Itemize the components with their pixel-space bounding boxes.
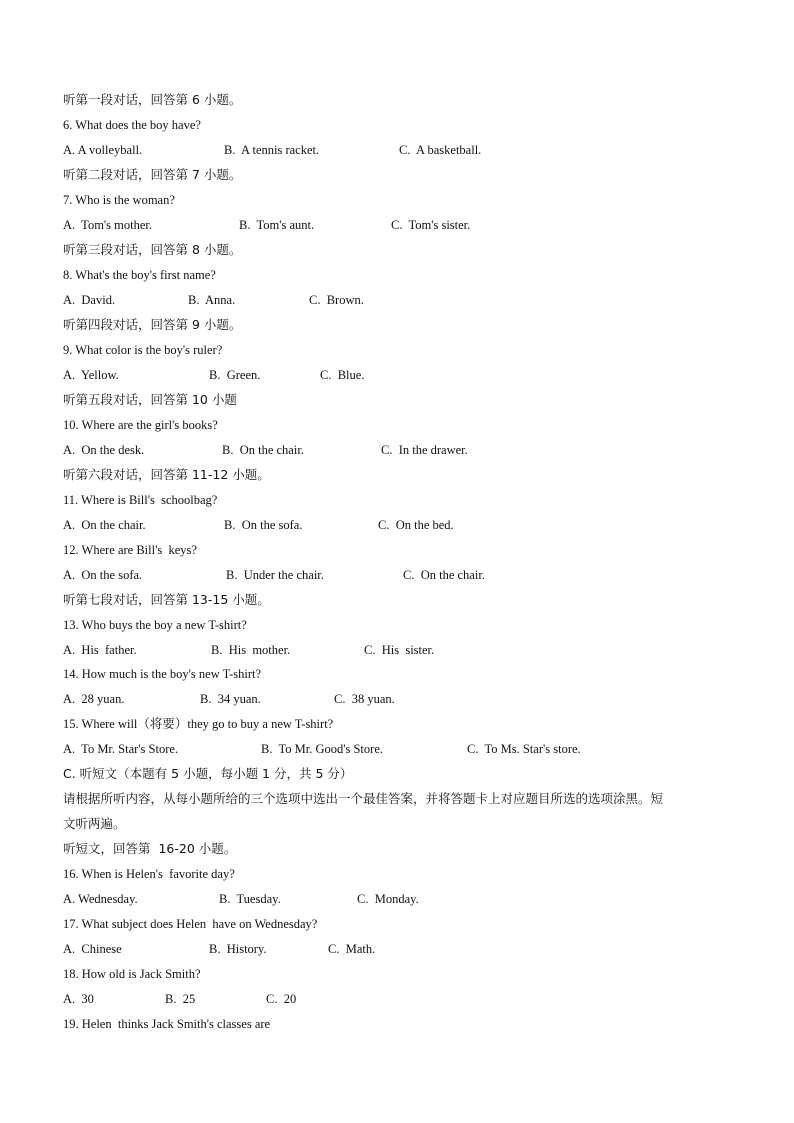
section-header-7: 听第七段对话，回答第 13-15 小题。 bbox=[63, 592, 270, 607]
option-12a: A. On the sofa. bbox=[63, 568, 143, 582]
option-18a: A. 30 bbox=[63, 992, 94, 1006]
option-18b: B. 25 bbox=[165, 992, 196, 1006]
section-header-8: 听短文，回答第 16-20 小题。 bbox=[63, 841, 237, 856]
question-7: 7. Who is the woman? bbox=[63, 193, 175, 207]
option-10c: C. In the drawer. bbox=[381, 443, 468, 457]
option-11a: A. On the chair. bbox=[63, 518, 146, 532]
option-16c: C. Monday. bbox=[357, 892, 419, 906]
option-12b: B. Under the chair. bbox=[226, 568, 324, 582]
question-17: 17. What subject does Helen have on Wednesday? bbox=[63, 917, 318, 931]
option-17c: C. Math. bbox=[328, 942, 376, 956]
option-13c: C. His sister. bbox=[364, 643, 435, 657]
option-17a: A. Chinese bbox=[63, 942, 122, 956]
option-10b: B. On the chair. bbox=[222, 443, 304, 457]
option-18c: C. 20 bbox=[266, 992, 297, 1006]
option-12c: C. On the chair. bbox=[403, 568, 485, 582]
question-8: 8. What's the boy's first name? bbox=[63, 268, 216, 282]
part-c-directions-line-2: 文听两遍。 bbox=[63, 816, 126, 831]
option-13a: A. His father. bbox=[63, 643, 137, 657]
option-17b: B. History. bbox=[209, 942, 267, 956]
part-c-directions-line-1: 请根据所听内容，从每小题所给的三个选项中选出一个最佳答案，并将答题卡上对应题目所选的选项涂黑。短 bbox=[63, 791, 664, 806]
option-8a: A. David. bbox=[63, 293, 116, 307]
option-8b: B. Anna. bbox=[188, 293, 236, 307]
section-header-1: 听第一段对话，回答第 6 小题。 bbox=[63, 92, 242, 107]
option-6c: C. A basketball. bbox=[399, 143, 482, 157]
question-6: 6. What does the boy have? bbox=[63, 118, 201, 132]
option-16b: B. Tuesday. bbox=[219, 892, 281, 906]
option-11b: B. On the sofa. bbox=[224, 518, 303, 532]
option-7b: B. Tom's aunt. bbox=[239, 218, 315, 232]
option-9a: A. Yellow. bbox=[63, 368, 119, 382]
section-header-5: 听第五段对话，回答第 10 小题 bbox=[63, 392, 237, 407]
option-9b: B. Green. bbox=[209, 368, 261, 382]
option-7c: C. Tom's sister. bbox=[391, 218, 471, 232]
option-13b: B. His mother. bbox=[211, 643, 291, 657]
question-9: 9. What color is the boy's ruler? bbox=[63, 343, 223, 357]
option-6a: A. A volleyball. bbox=[63, 143, 143, 157]
option-10a: A. On the desk. bbox=[63, 443, 145, 457]
option-15a: A. To Mr. Star's Store. bbox=[63, 742, 179, 756]
option-16a: A. Wednesday. bbox=[63, 892, 138, 906]
section-header-3: 听第三段对话，回答第 8 小题。 bbox=[63, 242, 242, 257]
question-16: 16. When is Helen's favorite day? bbox=[63, 867, 235, 881]
section-header-6: 听第六段对话，回答第 11-12 小题。 bbox=[63, 467, 270, 482]
section-header-2: 听第二段对话，回答第 7 小题。 bbox=[63, 167, 242, 182]
option-15b: B. To Mr. Good's Store. bbox=[261, 742, 383, 756]
option-8c: C. Brown. bbox=[309, 293, 364, 307]
option-14b: B. 34 yuan. bbox=[200, 692, 261, 706]
question-19: 19. Helen thinks Jack Smith's classes are bbox=[63, 1017, 271, 1031]
part-c-heading: C. 听短文（本题有 5 小题，每小题 1 分，共 5 分） bbox=[63, 766, 353, 781]
question-14: 14. How much is the boy's new T-shirt? bbox=[63, 667, 262, 681]
question-12: 12. Where are Bill's keys? bbox=[63, 543, 197, 557]
question-11: 11. Where is Bill's schoolbag? bbox=[63, 493, 218, 507]
question-13: 13. Who buys the boy a new T-shirt? bbox=[63, 618, 247, 632]
question-10: 10. Where are the girl's books? bbox=[63, 418, 218, 432]
option-11c: C. On the bed. bbox=[378, 518, 454, 532]
option-14c: C. 38 yuan. bbox=[334, 692, 395, 706]
option-9c: C. Blue. bbox=[320, 368, 365, 382]
option-14a: A. 28 yuan. bbox=[63, 692, 125, 706]
section-header-4: 听第四段对话，回答第 9 小题。 bbox=[63, 317, 242, 332]
option-6b: B. A tennis racket. bbox=[224, 143, 320, 157]
question-15: 15. Where will（将要）they go to buy a new T-shirt? bbox=[63, 717, 334, 731]
option-7a: A. Tom's mother. bbox=[63, 218, 152, 232]
question-18: 18. How old is Jack Smith? bbox=[63, 967, 201, 981]
option-15c: C. To Ms. Star's store. bbox=[467, 742, 581, 756]
